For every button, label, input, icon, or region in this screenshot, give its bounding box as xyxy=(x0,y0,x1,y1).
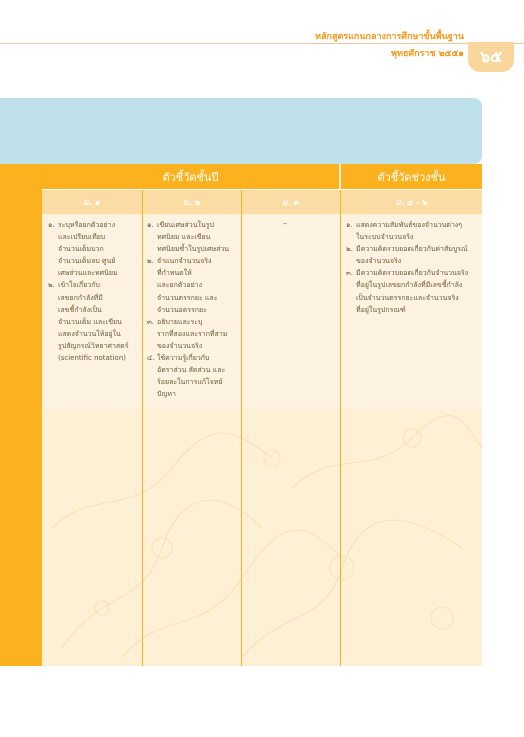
list-item: ๑. แสดงความสัมพันธ์ของจำนวนต่างๆ ในระบบจำนวนจริง xyxy=(346,221,463,242)
book-year: พุทธศักราช ๒๕๕๑ xyxy=(391,49,464,59)
cell-m1 xyxy=(48,219,140,364)
cell-m3-empty: – xyxy=(283,219,287,228)
left-margin-strip xyxy=(0,164,42,666)
row-divider xyxy=(42,189,482,190)
column-divider xyxy=(241,189,242,666)
strand-header-band xyxy=(0,98,482,164)
page-number-tab xyxy=(468,42,514,72)
list-item: ๔. ใช้ความรู้เกี่ยวกับ อัตราส่วน สัดส่วน และ ร้อยละในการแก้โจทย์ ปัญหา xyxy=(147,354,226,399)
grade-header-m2: ม. ๒ xyxy=(143,190,241,214)
book-title: หลักสูตรแกนกลางการศึกษาขั้นพื้นฐาน xyxy=(315,32,464,42)
grade-indicators-header: ตัวชี้วัดชั้นปี xyxy=(42,164,339,189)
grade-header-m3: ม. ๓ xyxy=(242,190,340,214)
list-item: ๒. จำแนกจำนวนจริง ที่กำหนดให้ และยกตัวอย่าง จำนวนตรรกยะ และ จำนวนอตรรกยะ xyxy=(147,257,218,314)
grade-header-m4-6: ม. ๔ - ๖ xyxy=(341,190,482,214)
list-item: ๒. มีความคิดรวบยอดเกี่ยวกับค่าสัมบูรณ์ ของจำนวนจริง xyxy=(346,245,468,266)
column-divider xyxy=(340,189,341,666)
cell-m4-6 xyxy=(346,219,480,316)
list-item: ๒. เข้าใจเกี่ยวกับ เลขยกกำลังที่มี เลขชี้กำลังเป็น จำนวนเต็ม และเขียน แสดงจำนวนให้อยู่ใน รูปสัญกรณ์วิทยาศาสตร์ (scientific notation) xyxy=(48,281,129,363)
list-item: ๓. มีความคิดรวบยอดเกี่ยวกับจำนวนจริง ที่อยู่ในรูปเลขยกกำลังที่มีเลขชี้กำลัง เป็นจำนวนตรรกยะและจำนวนจริง ที่อยู่ในรูปกรณฑ์ xyxy=(346,269,469,314)
list-item: ๑. เขียนเศษส่วนในรูป ทศนิยม และเขียน ทศนิยมซ้ำในรูปเศษส่วน xyxy=(147,221,230,254)
floral-background-pattern xyxy=(42,408,482,666)
header-divider xyxy=(0,43,524,44)
list-item: ๓. อธิบายและระบุ รากที่สองและรากที่สาม ของจำนวนจริง xyxy=(147,317,228,350)
page-number: ๖๕ xyxy=(479,46,503,66)
range-indicators-header: ตัวชี้วัดช่วงชั้น xyxy=(341,164,482,189)
column-divider xyxy=(142,189,143,666)
list-item: ๑. ระบุหรือยกตัวอย่าง และเปรียบเทียบ จำนวนเต็มบวก จำนวนเต็มลบ ศูนย์ เศษส่วนและทศนิยม xyxy=(48,221,118,278)
grade-header-m1: ม. ๑ xyxy=(42,190,142,214)
cell-m2 xyxy=(147,219,239,400)
